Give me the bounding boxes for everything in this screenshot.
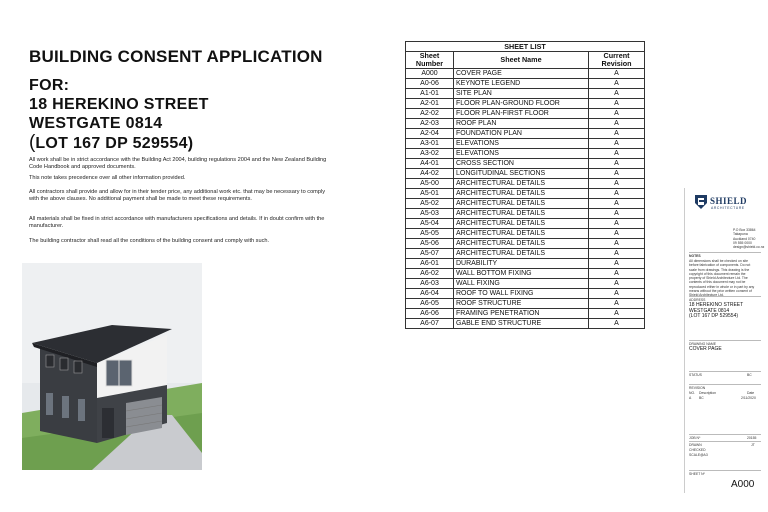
table-row bbox=[406, 139, 645, 149]
revision-header-description: Description bbox=[699, 391, 716, 395]
divider bbox=[689, 441, 761, 442]
divider bbox=[689, 340, 761, 341]
sheet-name-cell: ARCHITECTURAL DETAILS bbox=[454, 219, 589, 229]
lot-paren: ( bbox=[29, 132, 36, 153]
sheet-number-cell: A6-07 bbox=[406, 319, 454, 329]
sheet-number-cell: A5-02 bbox=[406, 199, 454, 209]
column-header-sheet-number: Sheet Number bbox=[406, 52, 454, 69]
revision-cell: A bbox=[589, 259, 645, 269]
revision-cell: A bbox=[589, 69, 645, 79]
checked-label: CHECKED bbox=[689, 448, 706, 452]
sheet-number-cell: A2-04 bbox=[406, 129, 454, 139]
revision-header-date: Date bbox=[747, 391, 755, 395]
revision-cell: A bbox=[589, 239, 645, 249]
sheet-name-cell: ELEVATIONS bbox=[454, 139, 589, 149]
sheet-number-cell: A5-01 bbox=[406, 189, 454, 199]
table-row bbox=[406, 179, 645, 189]
sheet-list-table bbox=[405, 41, 645, 329]
sheet-name-cell: LONGITUDINAL SECTIONS bbox=[454, 169, 589, 179]
sheet-number-cell: A2-01 bbox=[406, 99, 454, 109]
sheet-number-cell: A6-06 bbox=[406, 309, 454, 319]
table-row bbox=[406, 279, 645, 289]
table-row bbox=[406, 99, 645, 109]
sheet-number-cell: A3-02 bbox=[406, 149, 454, 159]
revision-cell: A bbox=[589, 309, 645, 319]
revision-cell: A bbox=[589, 99, 645, 109]
drawing-name-label: DRAWING NAME bbox=[689, 342, 716, 346]
title-block bbox=[684, 188, 763, 493]
table-row bbox=[406, 169, 645, 179]
status-value: BC bbox=[747, 373, 752, 377]
sheet-name-cell: FLOOR PLAN-GROUND FLOOR bbox=[454, 99, 589, 109]
table-row bbox=[406, 309, 645, 319]
revision-cell: A bbox=[589, 159, 645, 169]
note-2: This note takes precedence over all other information provided. bbox=[29, 175, 186, 181]
contact-po-box: P.O Box 33864 bbox=[733, 228, 756, 232]
revision-label: REVISION bbox=[689, 386, 706, 390]
revision-no: A bbox=[689, 396, 692, 400]
table-row bbox=[406, 299, 645, 309]
divider bbox=[689, 371, 761, 372]
table-row bbox=[406, 109, 645, 119]
note-4: All materials shall be fixed in strict accordance with manufacturers specifications and details. If in doubt confirm with the manufacturer. bbox=[29, 216, 325, 229]
tb-address-line-2: WESTGATE 0814 bbox=[689, 307, 730, 314]
table-row bbox=[406, 219, 645, 229]
sheet-number-cell: A2-03 bbox=[406, 119, 454, 129]
revision-cell: A bbox=[589, 129, 645, 139]
note-3: All contractors shall provide and allow for in their tender price, any additional work etc. that may be necessary to comply with the above clauses. No additional payment shall be made to meet these requirements. bbox=[29, 189, 325, 202]
address-label: ADDRESS bbox=[689, 298, 706, 302]
table-row bbox=[406, 209, 645, 219]
contact-email: design@shield.co.nz bbox=[733, 245, 765, 250]
tb-address-line-3: (LOT 167 DP 529554) bbox=[689, 313, 739, 320]
notes-label: NOTES bbox=[689, 254, 701, 258]
sheet-name-cell: FLOOR PLAN-FIRST FLOOR bbox=[454, 109, 589, 119]
sheet-name-cell: ARCHITECTURAL DETAILS bbox=[454, 199, 589, 209]
column-header-current-revision: Current Revision bbox=[589, 52, 645, 69]
sheet-number-cell: A5-04 bbox=[406, 219, 454, 229]
address-line-2: WESTGATE 0814 bbox=[29, 115, 163, 132]
revision-cell: A bbox=[589, 289, 645, 299]
revision-cell: A bbox=[589, 229, 645, 239]
revision-header-no: NO. bbox=[689, 391, 696, 395]
sheet-name-cell: KEYNOTE LEGEND bbox=[454, 79, 589, 89]
table-row bbox=[406, 69, 645, 79]
sheet-number-cell: A6-04 bbox=[406, 289, 454, 299]
sheet-name-cell: CROSS SECTION bbox=[454, 159, 589, 169]
table-row bbox=[406, 319, 645, 329]
revision-cell: A bbox=[589, 149, 645, 159]
sheet-name-cell: ELEVATIONS bbox=[454, 149, 589, 159]
for-label: FOR: bbox=[29, 77, 70, 94]
note-5: The building contractor shall read all the conditions of the building consent and comply with such. bbox=[29, 238, 270, 244]
table-row bbox=[406, 159, 645, 169]
table-row bbox=[406, 199, 645, 209]
sheet-number-cell: A5-05 bbox=[406, 229, 454, 239]
sheet-name-cell: ARCHITECTURAL DETAILS bbox=[454, 229, 589, 239]
table-row bbox=[406, 89, 645, 99]
tb-address-line-1: 18 HEREKINO STREET bbox=[689, 302, 744, 308]
sheet-number-cell: A6-03 bbox=[406, 279, 454, 289]
sheet-name-cell: ARCHITECTURAL DETAILS bbox=[454, 249, 589, 259]
revision-description: BC bbox=[699, 396, 704, 400]
notes-text: All dimensions shall be checked on site before fabrication of components. Do not scale from drawings. This drawing is the copyright of this document remain the property of Shield Architecture Ltd. The contents of this document may not be reproduced either in whole or in part by any means without the prior written consent of bbox=[689, 259, 755, 294]
sheet-number-cell: A5-06 bbox=[406, 239, 454, 249]
job-number: 20155 bbox=[747, 436, 757, 440]
sheet-number-cell: A6-01 bbox=[406, 259, 454, 269]
sheet-name-cell: ARCHITECTURAL DETAILS bbox=[454, 239, 589, 249]
revision-cell: A bbox=[589, 179, 645, 189]
sheet-number-cell: A5-03 bbox=[406, 209, 454, 219]
title-block-address bbox=[689, 303, 743, 320]
table-row bbox=[406, 239, 645, 249]
house-render-image bbox=[22, 263, 202, 470]
column-header-sheet-name: Sheet Name bbox=[454, 52, 589, 69]
sheet-name-cell: ROOF STRUCTURE bbox=[454, 299, 589, 309]
sheet-number-cell: A2-02 bbox=[406, 109, 454, 119]
table-row bbox=[406, 259, 645, 269]
table-row bbox=[406, 189, 645, 199]
sheet-name-cell: ARCHITECTURAL DETAILS bbox=[454, 189, 589, 199]
revision-cell: A bbox=[589, 219, 645, 229]
revision-cell: A bbox=[589, 139, 645, 149]
lot-text: LOT 167 DP 529554) bbox=[35, 135, 194, 152]
revision-cell: A bbox=[589, 199, 645, 209]
revision-cell: A bbox=[589, 79, 645, 89]
revision-cell: A bbox=[589, 189, 645, 199]
sheet-name-cell: ARCHITECTURAL DETAILS bbox=[454, 209, 589, 219]
sheet-number-cell: A0-06 bbox=[406, 79, 454, 89]
divider bbox=[689, 296, 761, 297]
address-line-1: 18 HEREKINO STREET bbox=[29, 96, 209, 113]
table-row bbox=[406, 79, 645, 89]
table-row bbox=[406, 249, 645, 259]
sheet-number-cell: A1-01 bbox=[406, 89, 454, 99]
table-row bbox=[406, 119, 645, 129]
sheet-name-cell: ROOF PLAN bbox=[454, 119, 589, 129]
revision-cell: A bbox=[589, 89, 645, 99]
sheet-number-cell: A000 bbox=[406, 69, 454, 79]
contact-suburb: Takapuna bbox=[733, 232, 748, 237]
sheet-name-cell: ROOF TO WALL FIXING bbox=[454, 289, 589, 299]
sheet-number-cell: A6-05 bbox=[406, 299, 454, 309]
divider bbox=[689, 470, 761, 471]
table-row bbox=[406, 149, 645, 159]
scale-label: SCALE@A3 bbox=[689, 453, 708, 457]
table-row bbox=[406, 289, 645, 299]
contact-city: Auckland 0740 bbox=[733, 236, 756, 241]
revision-cell: A bbox=[589, 279, 645, 289]
sheet-name-cell: GABLE END STRUCTURE bbox=[454, 319, 589, 329]
sheet-list-body bbox=[406, 69, 645, 329]
sheet-number-cell: A4-01 bbox=[406, 159, 454, 169]
divider bbox=[689, 252, 761, 253]
revision-cell: A bbox=[589, 119, 645, 129]
sheet-name-cell: DURABILITY bbox=[454, 259, 589, 269]
sheet-number-cell: A5-00 bbox=[406, 179, 454, 189]
revision-date: 2/11/2020 bbox=[741, 396, 756, 400]
note-1: All work shall be in strict accordance with the Building Act 2004, building regulations 2004 and the New Zealand Building Code Handbook and approved documents. bbox=[29, 157, 327, 170]
sheet-name-cell: ARCHITECTURAL DETAILS bbox=[454, 179, 589, 189]
divider bbox=[689, 434, 761, 435]
job-number-label: JOB Nº bbox=[689, 436, 701, 440]
drawn-label: DRAWN bbox=[689, 443, 702, 447]
drawn-by: JT bbox=[751, 443, 755, 447]
sheet-number-cell: A6-02 bbox=[406, 269, 454, 279]
contact-details bbox=[733, 228, 765, 250]
sheet-name-cell: SITE PLAN bbox=[454, 89, 589, 99]
sheet-number-cell: A4-02 bbox=[406, 169, 454, 179]
brand-subtitle: ARCHITECTURE bbox=[711, 206, 745, 210]
sheet-name-cell: FOUNDATION PLAN bbox=[454, 129, 589, 139]
contact-phone: 09 555 0000 bbox=[733, 240, 752, 245]
shield-logo-icon bbox=[694, 194, 708, 210]
document-title: BUILDING CONSENT APPLICATION bbox=[29, 47, 323, 66]
revision-cell: A bbox=[589, 319, 645, 329]
revision-cell: A bbox=[589, 249, 645, 259]
table-row bbox=[406, 269, 645, 279]
sheet-name-cell: WALL FIXING bbox=[454, 279, 589, 289]
table-row bbox=[406, 229, 645, 239]
revision-cell: A bbox=[589, 269, 645, 279]
drawing-name: COVER PAGE bbox=[689, 346, 722, 352]
sheet-name-cell: COVER PAGE bbox=[454, 69, 589, 79]
status-label: STATUS bbox=[689, 373, 702, 377]
revision-cell: A bbox=[589, 169, 645, 179]
sheet-number: A000 bbox=[731, 479, 755, 490]
sheet-number-cell: A3-01 bbox=[406, 139, 454, 149]
sheet-name-cell: WALL BOTTOM FIXING bbox=[454, 269, 589, 279]
lot-line bbox=[29, 132, 193, 154]
sheet-number-label: SHEET Nº bbox=[689, 472, 705, 476]
sheet-number-cell: A5-07 bbox=[406, 249, 454, 259]
revision-cell: A bbox=[589, 109, 645, 119]
table-row bbox=[406, 129, 645, 139]
sheet-list-title: SHEET LIST bbox=[406, 42, 645, 52]
revision-cell: A bbox=[589, 209, 645, 219]
revision-cell: A bbox=[589, 299, 645, 309]
brand-name: SHIELD bbox=[710, 196, 748, 206]
sheet-name-cell: FRAMING PENETRATION bbox=[454, 309, 589, 319]
house-illustration bbox=[22, 263, 202, 470]
divider bbox=[689, 384, 761, 385]
